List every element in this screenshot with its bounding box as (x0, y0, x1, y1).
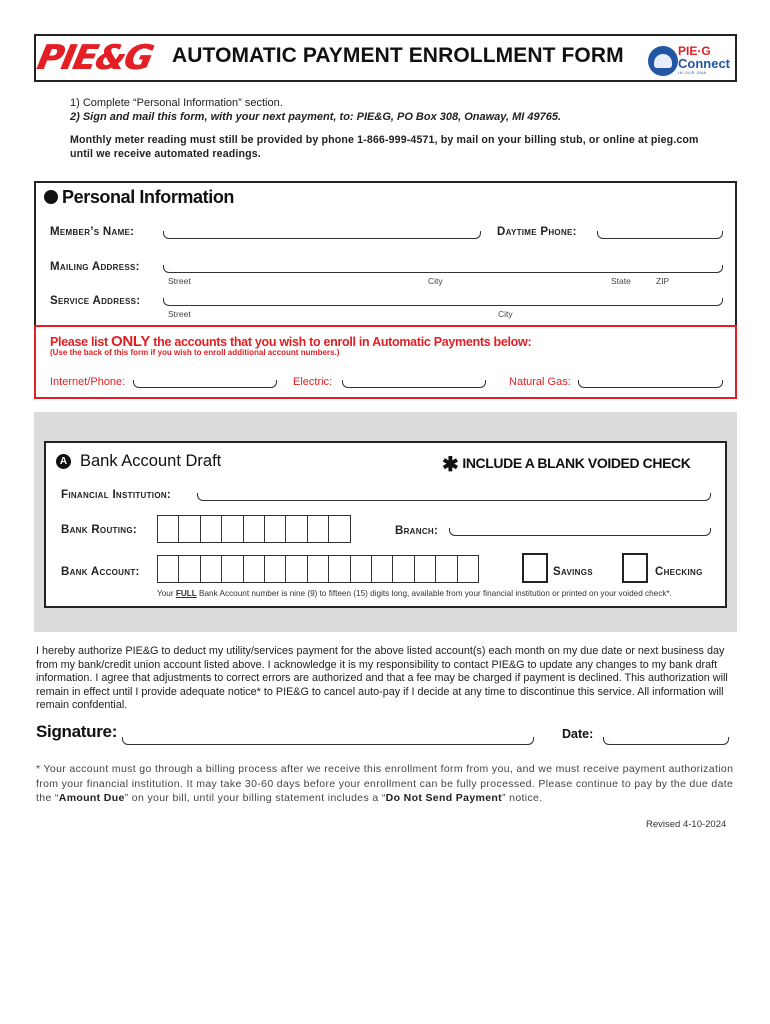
members-name-label: Member’s Name: (50, 226, 135, 238)
electric-label: Electric: (293, 376, 333, 388)
accounts-title: Please list ONLY the accounts that you wish to enroll in Automatic Payments below: (50, 333, 532, 350)
routing-digit-box[interactable] (328, 515, 351, 543)
instruction-step-2: 2) Sign and mail this form, with your next payment, to: PIE&G, PO Box 308, Onaway, MI 49765. (70, 111, 562, 123)
meter-reading-notice-line1: Monthly meter reading must still be provided by phone 1-866-999-4571, by mail on your billing stub, or online at pieg.com (70, 134, 699, 146)
account-digit-box[interactable] (200, 555, 223, 583)
bank-routing-label: Bank Routing: (61, 524, 137, 536)
bank-routing-digit-boxes[interactable] (157, 515, 350, 543)
pieg-logo: PIE&G (33, 38, 156, 78)
mailing-address-label: Mailing Address: (50, 261, 140, 273)
mailing-city-sublabel: City (428, 276, 443, 286)
financial-institution-label: Financial Institution: (61, 489, 172, 501)
mailing-state-sublabel: State (611, 276, 631, 286)
account-digit-box[interactable] (285, 555, 308, 583)
routing-digit-box[interactable] (264, 515, 287, 543)
mailing-street-sublabel: Street (168, 276, 191, 286)
instruction-step-1: 1) Complete “Personal Information” section. (70, 97, 283, 109)
routing-digit-box[interactable] (221, 515, 244, 543)
mailing-zip-sublabel: ZIP (656, 276, 670, 286)
pieg-connect-logo: PIE·G Connect IN OUR DNA (648, 40, 734, 78)
voided-check-note: ✱ INCLUDE A BLANK VOIDED CHECK (442, 454, 691, 476)
daytime-phone-label: Daytime Phone: (497, 226, 577, 238)
routing-digit-box[interactable] (285, 515, 308, 543)
revision-date: Revised 4-10-2024 (646, 819, 727, 830)
daytime-phone-field[interactable] (597, 231, 723, 239)
bank-account-draft-title: Bank Account Draft (80, 452, 222, 470)
authorization-text: I hereby authorize PIE&G to deduct my utility/services payment for the above listed account(s) each month on my due date or next business day from my bank/credit union account listed above. I acknowledge it is my responsibility to contact PIE&G to update any changes to my bank draft information. I agree that adjustments to correct errors are authorized and that a fee may be charged if payment is declined. This authorization will remain in effect until I provide adequate notice* to PIE&G to cancel auto-pay if I decide at any time to discontinue this service. All information will remain confdential. (36, 645, 728, 712)
meter-reading-notice-line2: until we receive automated readings. (70, 148, 261, 160)
account-digit-box[interactable] (435, 555, 458, 583)
account-digit-box[interactable] (350, 555, 373, 583)
accounts-subtitle: (Use the back of this form if you wish to enroll additional account numbers.) (50, 348, 340, 357)
bank-account-digit-boxes[interactable] (157, 555, 478, 583)
natural-gas-account-field[interactable] (578, 380, 723, 388)
account-digit-box[interactable] (264, 555, 287, 583)
checking-label: Checking (655, 566, 703, 578)
bank-account-footnote: Your FULL Bank Account number is nine (9) to fifteen (15) digits long, available from your financial institution or printed on your voided check*. (157, 589, 672, 598)
processing-footnote: * Your account must go through a billing process after we receive this enrollment form from you, and we must receive payment authorization from your financial institution. It may take 30-60 days before your enrollment can be fully processed. Please continue to pay by the due date the “Amount Due” on your bill, until your billing statement includes a “Do Not Send Payment” notice. (36, 763, 734, 805)
internet-phone-label: Internet/Phone: (50, 376, 126, 388)
checking-checkbox[interactable] (622, 553, 648, 583)
account-digit-box[interactable] (328, 555, 351, 583)
personal-information-title: Personal Information (62, 187, 235, 207)
service-address-label: Service Address: (50, 295, 141, 307)
routing-digit-box[interactable] (200, 515, 223, 543)
account-digit-box[interactable] (221, 555, 244, 583)
signature-field[interactable] (122, 737, 534, 745)
branch-label: Branch: (395, 525, 439, 537)
savings-checkbox[interactable] (522, 553, 548, 583)
routing-digit-box[interactable] (243, 515, 266, 543)
financial-institution-field[interactable] (197, 493, 711, 501)
signature-label: Signature: (36, 722, 118, 741)
account-digit-box[interactable] (414, 555, 437, 583)
asterisk-icon: ✱ (442, 454, 459, 476)
account-digit-box[interactable] (157, 555, 180, 583)
section-a-icon: A (56, 454, 71, 469)
mailing-address-field[interactable] (163, 265, 723, 273)
service-address-field[interactable] (163, 298, 723, 306)
routing-digit-box[interactable] (157, 515, 180, 543)
electric-account-field[interactable] (342, 380, 486, 388)
members-name-field[interactable] (163, 231, 481, 239)
natural-gas-label: Natural Gas: (509, 376, 571, 388)
routing-digit-box[interactable] (307, 515, 330, 543)
account-digit-box[interactable] (392, 555, 415, 583)
savings-label: Savings (553, 566, 593, 578)
date-label: Date: (562, 727, 594, 741)
service-city-sublabel: City (498, 309, 513, 319)
form-title: AUTOMATIC PAYMENT ENROLLMENT FORM (172, 44, 624, 67)
bullet-icon (44, 190, 58, 204)
routing-digit-box[interactable] (178, 515, 201, 543)
internet-phone-account-field[interactable] (133, 380, 277, 388)
bank-account-label: Bank Account: (61, 566, 140, 578)
account-digit-box[interactable] (307, 555, 330, 583)
branch-field[interactable] (449, 528, 711, 536)
account-digit-box[interactable] (243, 555, 266, 583)
connect-hands-icon (648, 46, 678, 76)
account-digit-box[interactable] (178, 555, 201, 583)
date-field[interactable] (603, 737, 729, 745)
service-street-sublabel: Street (168, 309, 191, 319)
account-digit-box[interactable] (457, 555, 480, 583)
account-digit-box[interactable] (371, 555, 394, 583)
